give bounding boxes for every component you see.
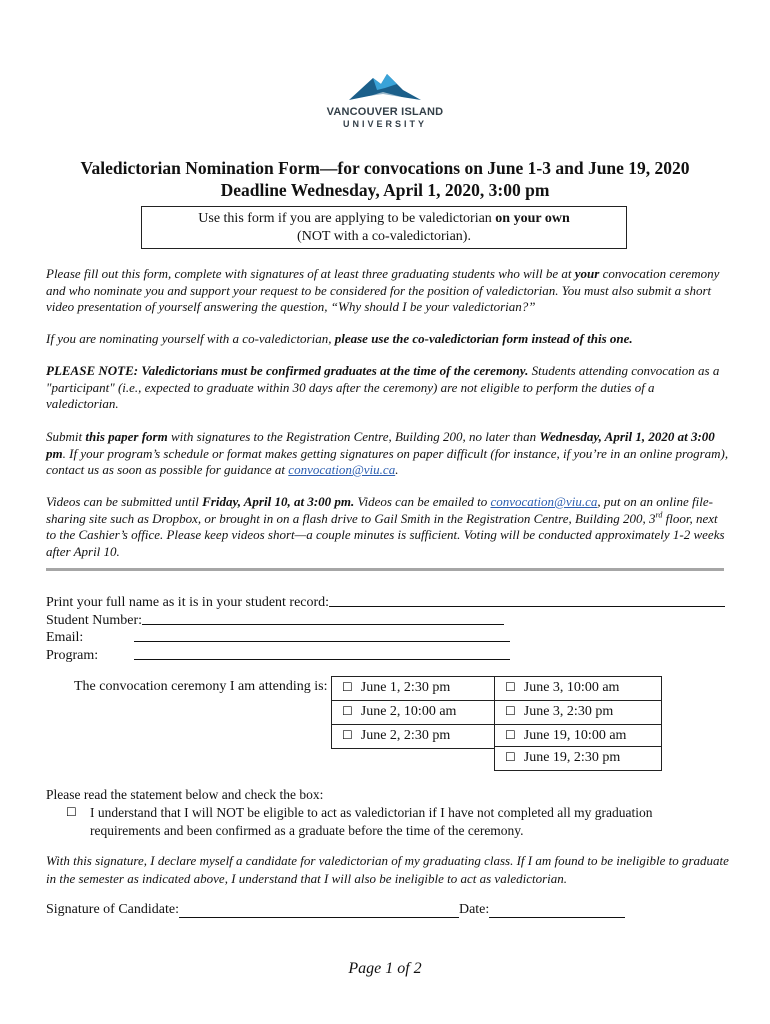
student-info-fields — [46, 594, 725, 664]
page-number: Page 1 of 2 — [348, 960, 422, 977]
superscript: rd — [655, 510, 663, 520]
agreement-statement — [66, 804, 706, 839]
instruction-paragraph-2 — [46, 331, 730, 348]
email-label: Email: — [46, 630, 84, 645]
full-name-field[interactable] — [329, 594, 725, 607]
program-label: Program: — [46, 647, 99, 663]
logo-text-line1: VANCOUVER ISLAND — [326, 106, 444, 118]
checkbox-icon[interactable]: ☐ — [505, 680, 516, 694]
text: Students attending convocation as a "participant" (i.e., expected to graduate within 30 days after the ceremony) are not eligible to perform the duties of a valedictorian. — [46, 363, 720, 411]
full-name-row — [46, 594, 725, 612]
text: with signatures to the Registration Centre, Building 200, no later than — [167, 429, 540, 444]
notice-emphasis: on your own — [495, 211, 570, 226]
email-link[interactable]: convocation@viu.ca — [490, 494, 598, 509]
checkbox-icon[interactable]: ☐ — [505, 728, 516, 742]
text: . — [395, 462, 399, 477]
declaration-text: With this signature, I declare myself a candidate for valedictorian of my graduating class. If I am found to be ineligible to graduate in the semester as indicated above, I understand that I will also be ineligible to act as valedictorian. — [46, 853, 729, 886]
text: Please fill out this form, complete with signatures of at least three graduating students who will be at — [46, 266, 575, 281]
text: , put on an online file-sharing site such as Dropbox, or brought in on a flash drive to Gail Smith in the Registration Centre, Building 200, 3 — [46, 494, 713, 526]
emphasis: Friday, April 10, at 3:00 pm. — [202, 494, 355, 509]
logo-text-line2: UNIVERSITY — [342, 119, 427, 129]
option-label: June 2, 2:30 pm — [360, 728, 451, 743]
instruction-paragraph-1 — [46, 266, 730, 316]
date-label: Date: — [458, 902, 490, 917]
checkbox-icon[interactable]: ☐ — [342, 680, 353, 694]
ceremony-option-june19-230[interactable] — [494, 746, 662, 771]
email-field[interactable] — [134, 629, 510, 642]
emphasis: PLEASE NOTE: Valedictorians must be confirmed graduates at the time of the ceremony. — [46, 363, 529, 378]
signature-row — [46, 902, 625, 918]
instruction-paragraph-4 — [46, 429, 730, 479]
university-logo — [318, 70, 452, 129]
signature-field[interactable] — [179, 905, 459, 918]
title-line-1: Valedictorian Nomination Form—for convocations on June 1-3 and June 19, 2020 — [80, 158, 690, 178]
option-label: June 2, 10:00 am — [360, 704, 457, 719]
ceremony-option-june2-1000[interactable] — [331, 700, 495, 725]
option-label: June 19, 10:00 am — [523, 728, 627, 743]
text: . — [629, 331, 633, 346]
ceremony-option-june19-1000[interactable] — [494, 724, 662, 747]
option-label: June 1, 2:30 pm — [360, 680, 451, 695]
checkbox-icon[interactable]: ☐ — [505, 704, 516, 718]
option-label: June 3, 2:30 pm — [523, 704, 614, 719]
program-row — [46, 647, 725, 665]
email-row — [46, 629, 725, 647]
text: If you are nominating yourself with a co-valedictorian, — [46, 331, 335, 346]
form-title — [0, 157, 770, 201]
agreement-intro: Please read the statement below and check the box: — [46, 787, 324, 802]
notice-box — [141, 206, 627, 249]
ceremony-option-june3-230[interactable] — [494, 700, 662, 725]
ceremony-label: The convocation ceremony I am attending is: — [74, 679, 328, 694]
section-divider — [46, 568, 724, 571]
title-deadline: Deadline Wednesday, April 1, 2020, 3:00 pm — [220, 180, 550, 200]
notice-line-1 — [142, 210, 626, 228]
signature-label: Signature of Candidate: — [46, 902, 179, 917]
program-field[interactable] — [134, 647, 510, 660]
student-number-row — [46, 612, 725, 630]
emphasis: this paper form — [85, 429, 168, 444]
option-label: June 19, 2:30 pm — [523, 750, 621, 765]
date-field[interactable] — [489, 905, 625, 918]
emphasis: your — [574, 266, 600, 281]
text: Videos can be emailed to — [354, 494, 491, 509]
text: Videos can be submitted until — [46, 494, 203, 509]
checkbox-icon[interactable]: ☐ — [342, 704, 353, 718]
text: Submit — [46, 429, 86, 444]
notice-line-2: (NOT with a co-valedictorian). — [297, 229, 471, 244]
ceremony-option-june1-230[interactable] — [331, 676, 495, 701]
instruction-paragraph-3 — [46, 363, 730, 413]
text: convocation ceremony and who nominate you and support your request to be considered for the position of valedictorian. You must also submit a short video presentation of yourself answering the question, “Why should I be your valedictorian?” — [46, 266, 720, 314]
notice-text: Use this form if you are applying to be valedictorian — [198, 211, 496, 226]
option-label: June 3, 10:00 am — [523, 680, 620, 695]
checkbox-icon[interactable]: ☐ — [342, 728, 353, 742]
ceremony-option-june3-1000[interactable] — [494, 676, 662, 701]
text: floor, next to the Cashier’s office. Please keep videos short—a couple minutes is sufficient. Voting will be conducted approximately 1-2 weeks after April 10. — [46, 510, 725, 559]
checkbox-icon[interactable]: ☐ — [505, 750, 516, 764]
full-name-label: Print your full name as it is in your student record: — [46, 595, 330, 610]
checkbox-icon[interactable]: ☐ — [66, 805, 77, 819]
agreement-text: I understand that I will NOT be eligible to act as valedictorian if I have not completed all my graduation requirements and been confirmed as a graduate before the time of the ceremony. — [90, 805, 653, 838]
emphasis: Wednesday, April 1, 2020 at 3:00 pm — [46, 429, 715, 461]
emphasis: please use the co-valedictorian form instead of this one — [334, 331, 630, 346]
ceremony-option-june2-230[interactable] — [331, 724, 495, 749]
student-number-field[interactable] — [142, 612, 504, 625]
email-link[interactable]: convocation@viu.ca — [288, 462, 396, 477]
text: . If your program’s schedule or format makes getting signatures on paper difficult (for instance, if you’re in an online program), contact us as soon as possible for guidance at — [46, 445, 729, 477]
student-number-label: Student Number: — [46, 612, 143, 628]
mountain-logo-icon — [343, 70, 427, 104]
instruction-paragraph-5 — [46, 494, 730, 560]
